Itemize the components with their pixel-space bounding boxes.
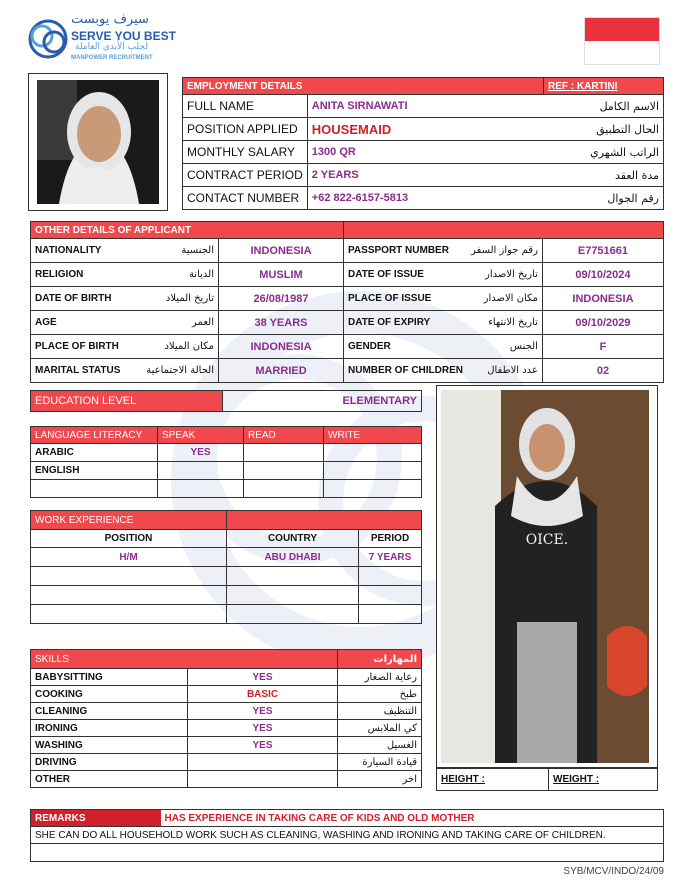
skill-name-ar: اخر bbox=[338, 771, 422, 788]
work-period bbox=[359, 586, 422, 605]
work-position bbox=[31, 605, 227, 624]
skill-value: YES bbox=[188, 720, 338, 737]
employment-field-label-ar: مدة العقد bbox=[544, 164, 664, 187]
detail-value: 26/08/1987 bbox=[219, 287, 344, 311]
detail-label-ar: تاريخ الميلاد bbox=[135, 287, 219, 311]
employment-field-label-ar: الراتب الشهري bbox=[544, 141, 664, 164]
language-row bbox=[31, 462, 422, 480]
skill-name: CLEANING bbox=[31, 703, 188, 720]
language-write bbox=[324, 480, 422, 498]
employment-field-label-ar: رقم الجوال bbox=[544, 187, 664, 210]
detail-label: RELIGION bbox=[31, 263, 135, 287]
employment-field-value: +62 822-6157-5813 bbox=[307, 187, 543, 210]
work-row bbox=[31, 605, 422, 624]
employment-field-label: CONTRACT PERIOD bbox=[183, 164, 308, 187]
work-period bbox=[359, 567, 422, 586]
employment-field-label: POSITION APPLIED bbox=[183, 118, 308, 141]
other-details-row bbox=[31, 239, 664, 263]
work-position bbox=[31, 586, 227, 605]
detail-label-ar: الديانة bbox=[135, 263, 219, 287]
skill-name-ar: قيادة السيارة bbox=[338, 754, 422, 771]
language-column-header: SPEAK bbox=[158, 427, 244, 444]
skill-name: IRONING bbox=[31, 720, 188, 737]
other-details-row bbox=[31, 359, 664, 383]
skills-table bbox=[30, 649, 422, 788]
language-row bbox=[31, 444, 422, 462]
detail-value: E7751661 bbox=[542, 239, 663, 263]
remarks-text: SHE CAN DO ALL HOUSEHOLD WORK SUCH AS CLEANING, WASHING AND IRONING AND TAKING CARE OF CHILDREN. bbox=[31, 827, 664, 844]
language-speak bbox=[158, 462, 244, 480]
company-logo bbox=[25, 14, 185, 66]
detail-value: MARRIED bbox=[219, 359, 344, 383]
applicant-portrait-photo bbox=[28, 73, 168, 211]
logo-mark-icon bbox=[25, 14, 71, 64]
detail-value: MUSLIM bbox=[219, 263, 344, 287]
other-details-table bbox=[30, 221, 664, 383]
work-experience-header: WORK EXPERIENCE bbox=[31, 511, 227, 530]
employment-row bbox=[183, 141, 664, 164]
employment-field-value: HOUSEMAID bbox=[307, 118, 543, 141]
skill-value: YES bbox=[188, 669, 338, 686]
education-table bbox=[30, 390, 422, 412]
detail-label: AGE bbox=[31, 311, 135, 335]
remarks-headline: HAS EXPERIENCE IN TAKING CARE OF KIDS AND OLD MOTHER bbox=[161, 810, 664, 827]
skill-name: WASHING bbox=[31, 737, 188, 754]
employment-row bbox=[183, 95, 664, 118]
other-details-row bbox=[31, 311, 664, 335]
remarks-label: REMARKS bbox=[31, 810, 161, 827]
skill-name-ar: الغسيل bbox=[338, 737, 422, 754]
employment-field-value: 1300 QR bbox=[307, 141, 543, 164]
language-write bbox=[324, 444, 422, 462]
skill-value: YES bbox=[188, 737, 338, 754]
employment-row bbox=[183, 118, 664, 141]
language-column-header: WRITE bbox=[324, 427, 422, 444]
work-column-header: POSITION bbox=[31, 530, 227, 548]
work-country bbox=[227, 567, 359, 586]
remarks-blank-row bbox=[31, 844, 664, 862]
detail-label-ar: تاريخ الانتهاء bbox=[467, 311, 542, 335]
work-position: H/M bbox=[31, 548, 227, 567]
detail-value: 02 bbox=[542, 359, 663, 383]
detail-label: NUMBER OF CHILDREN bbox=[344, 359, 468, 383]
skill-row bbox=[31, 703, 422, 720]
work-column-header: PERIOD bbox=[359, 530, 422, 548]
skill-row bbox=[31, 771, 422, 788]
language-row bbox=[31, 480, 422, 498]
applicant-full-body-photo bbox=[436, 385, 658, 768]
employment-details-header: EMPLOYMENT DETAILS bbox=[183, 78, 544, 95]
detail-label: MARITAL STATUS bbox=[31, 359, 135, 383]
work-position bbox=[31, 567, 227, 586]
other-details-row bbox=[31, 263, 664, 287]
detail-value: 09/10/2029 bbox=[542, 311, 663, 335]
skill-row bbox=[31, 686, 422, 703]
other-details-header-right bbox=[344, 222, 664, 239]
work-country bbox=[227, 586, 359, 605]
detail-label-ar: الحالة الاجتماعية bbox=[135, 359, 219, 383]
work-row bbox=[31, 586, 422, 605]
employment-row bbox=[183, 164, 664, 187]
employment-field-label-ar: الاسم الكامل bbox=[544, 95, 664, 118]
work-country bbox=[227, 605, 359, 624]
education-label: EDUCATION LEVEL bbox=[31, 391, 223, 412]
detail-label: DATE OF EXPIRY bbox=[344, 311, 468, 335]
work-row bbox=[31, 548, 422, 567]
detail-value: INDONESIA bbox=[542, 287, 663, 311]
detail-label: NATIONALITY bbox=[31, 239, 135, 263]
indonesia-flag-icon bbox=[584, 17, 660, 65]
footer-code: SYB/MCV/INDO/24/09 bbox=[563, 866, 664, 877]
skill-value bbox=[188, 771, 338, 788]
detail-label-ar: مكان الميلاد bbox=[135, 335, 219, 359]
logo-name-ar: سيرف يوبست bbox=[71, 12, 149, 27]
language-name: ENGLISH bbox=[31, 462, 158, 480]
work-column-header: COUNTRY bbox=[227, 530, 359, 548]
weight-label-text: WEIGHT : bbox=[553, 774, 600, 785]
skills-header: SKILLS bbox=[31, 650, 338, 669]
language-table bbox=[30, 426, 422, 498]
language-write bbox=[324, 462, 422, 480]
employment-field-label: FULL NAME bbox=[183, 95, 308, 118]
work-country: ABU DHABI bbox=[227, 548, 359, 567]
language-read bbox=[244, 480, 324, 498]
detail-label: DATE OF ISSUE bbox=[344, 263, 468, 287]
detail-label-ar: رقم جواز السفر bbox=[467, 239, 542, 263]
skill-value: BASIC bbox=[188, 686, 338, 703]
detail-label: PLACE OF ISSUE bbox=[344, 287, 468, 311]
other-details-row bbox=[31, 335, 664, 359]
detail-label: GENDER bbox=[344, 335, 468, 359]
skill-name-ar: كي الملابس bbox=[338, 720, 422, 737]
skills-header-ar: المهارات bbox=[338, 650, 422, 669]
logo-tagline-ar: لجلب الأيدي العاملة bbox=[75, 42, 148, 52]
employment-field-label: CONTACT NUMBER bbox=[183, 187, 308, 210]
detail-label-ar: الجنس bbox=[467, 335, 542, 359]
language-column-header: LANGUAGE LITERACY bbox=[31, 427, 158, 444]
detail-value: 38 YEARS bbox=[219, 311, 344, 335]
detail-value: INDONESIA bbox=[219, 335, 344, 359]
skill-row bbox=[31, 737, 422, 754]
employment-field-label-ar: الحال التطبيق bbox=[544, 118, 664, 141]
language-read bbox=[244, 462, 324, 480]
detail-value: F bbox=[542, 335, 663, 359]
detail-label: PLACE OF BIRTH bbox=[31, 335, 135, 359]
height-weight-table bbox=[436, 768, 658, 791]
skill-row bbox=[31, 669, 422, 686]
work-period bbox=[359, 605, 422, 624]
work-experience-table bbox=[30, 510, 422, 624]
height-label bbox=[437, 769, 549, 791]
svg-text:OICE.: OICE. bbox=[525, 532, 569, 548]
detail-label-ar: مكان الاصدار bbox=[467, 287, 542, 311]
language-speak: YES bbox=[158, 444, 244, 462]
detail-label-ar: الجنسية bbox=[135, 239, 219, 263]
language-read bbox=[244, 444, 324, 462]
ref-label bbox=[544, 78, 664, 95]
detail-label-ar: العمر bbox=[135, 311, 219, 335]
employment-field-label: MONTHLY SALARY bbox=[183, 141, 308, 164]
skill-name: COOKING bbox=[31, 686, 188, 703]
remarks-table bbox=[30, 809, 664, 862]
employment-row bbox=[183, 187, 664, 210]
skill-name: BABYSITTING bbox=[31, 669, 188, 686]
work-row bbox=[31, 567, 422, 586]
language-column-header: READ bbox=[244, 427, 324, 444]
language-name bbox=[31, 480, 158, 498]
language-name: ARABIC bbox=[31, 444, 158, 462]
skill-row bbox=[31, 720, 422, 737]
work-period: 7 YEARS bbox=[359, 548, 422, 567]
detail-label-ar: عدد الاطفال bbox=[467, 359, 542, 383]
skill-name-ar: رعاية الصغار bbox=[338, 669, 422, 686]
detail-label-ar: تاريخ الاصدار bbox=[467, 263, 542, 287]
skill-name: DRIVING bbox=[31, 754, 188, 771]
logo-name-en: SERVE YOU BEST bbox=[71, 29, 176, 43]
skill-value bbox=[188, 754, 338, 771]
skill-name: OTHER bbox=[31, 771, 188, 788]
logo-tagline-en: MANPOWER RECRUITMENT bbox=[71, 55, 153, 61]
skill-value: YES bbox=[188, 703, 338, 720]
language-speak bbox=[158, 480, 244, 498]
detail-label: PASSPORT NUMBER bbox=[344, 239, 468, 263]
employment-details-table bbox=[182, 77, 664, 210]
detail-value: INDONESIA bbox=[219, 239, 344, 263]
education-value: ELEMENTARY bbox=[223, 391, 422, 412]
weight-label bbox=[549, 769, 658, 791]
work-experience-header-right bbox=[227, 511, 422, 530]
other-details-header: OTHER DETAILS OF APPLICANT bbox=[31, 222, 344, 239]
skill-name-ar: طبخ bbox=[338, 686, 422, 703]
skill-name-ar: التنظيف bbox=[338, 703, 422, 720]
detail-label: DATE OF BIRTH bbox=[31, 287, 135, 311]
height-label-text: HEIGHT : bbox=[441, 774, 485, 785]
skill-row bbox=[31, 754, 422, 771]
other-details-row bbox=[31, 287, 664, 311]
employment-field-value: 2 YEARS bbox=[307, 164, 543, 187]
ref-label-text: REF : KARTINI bbox=[548, 80, 618, 92]
detail-value: 09/10/2024 bbox=[542, 263, 663, 287]
employment-field-value: ANITA SIRNAWATI bbox=[307, 95, 543, 118]
